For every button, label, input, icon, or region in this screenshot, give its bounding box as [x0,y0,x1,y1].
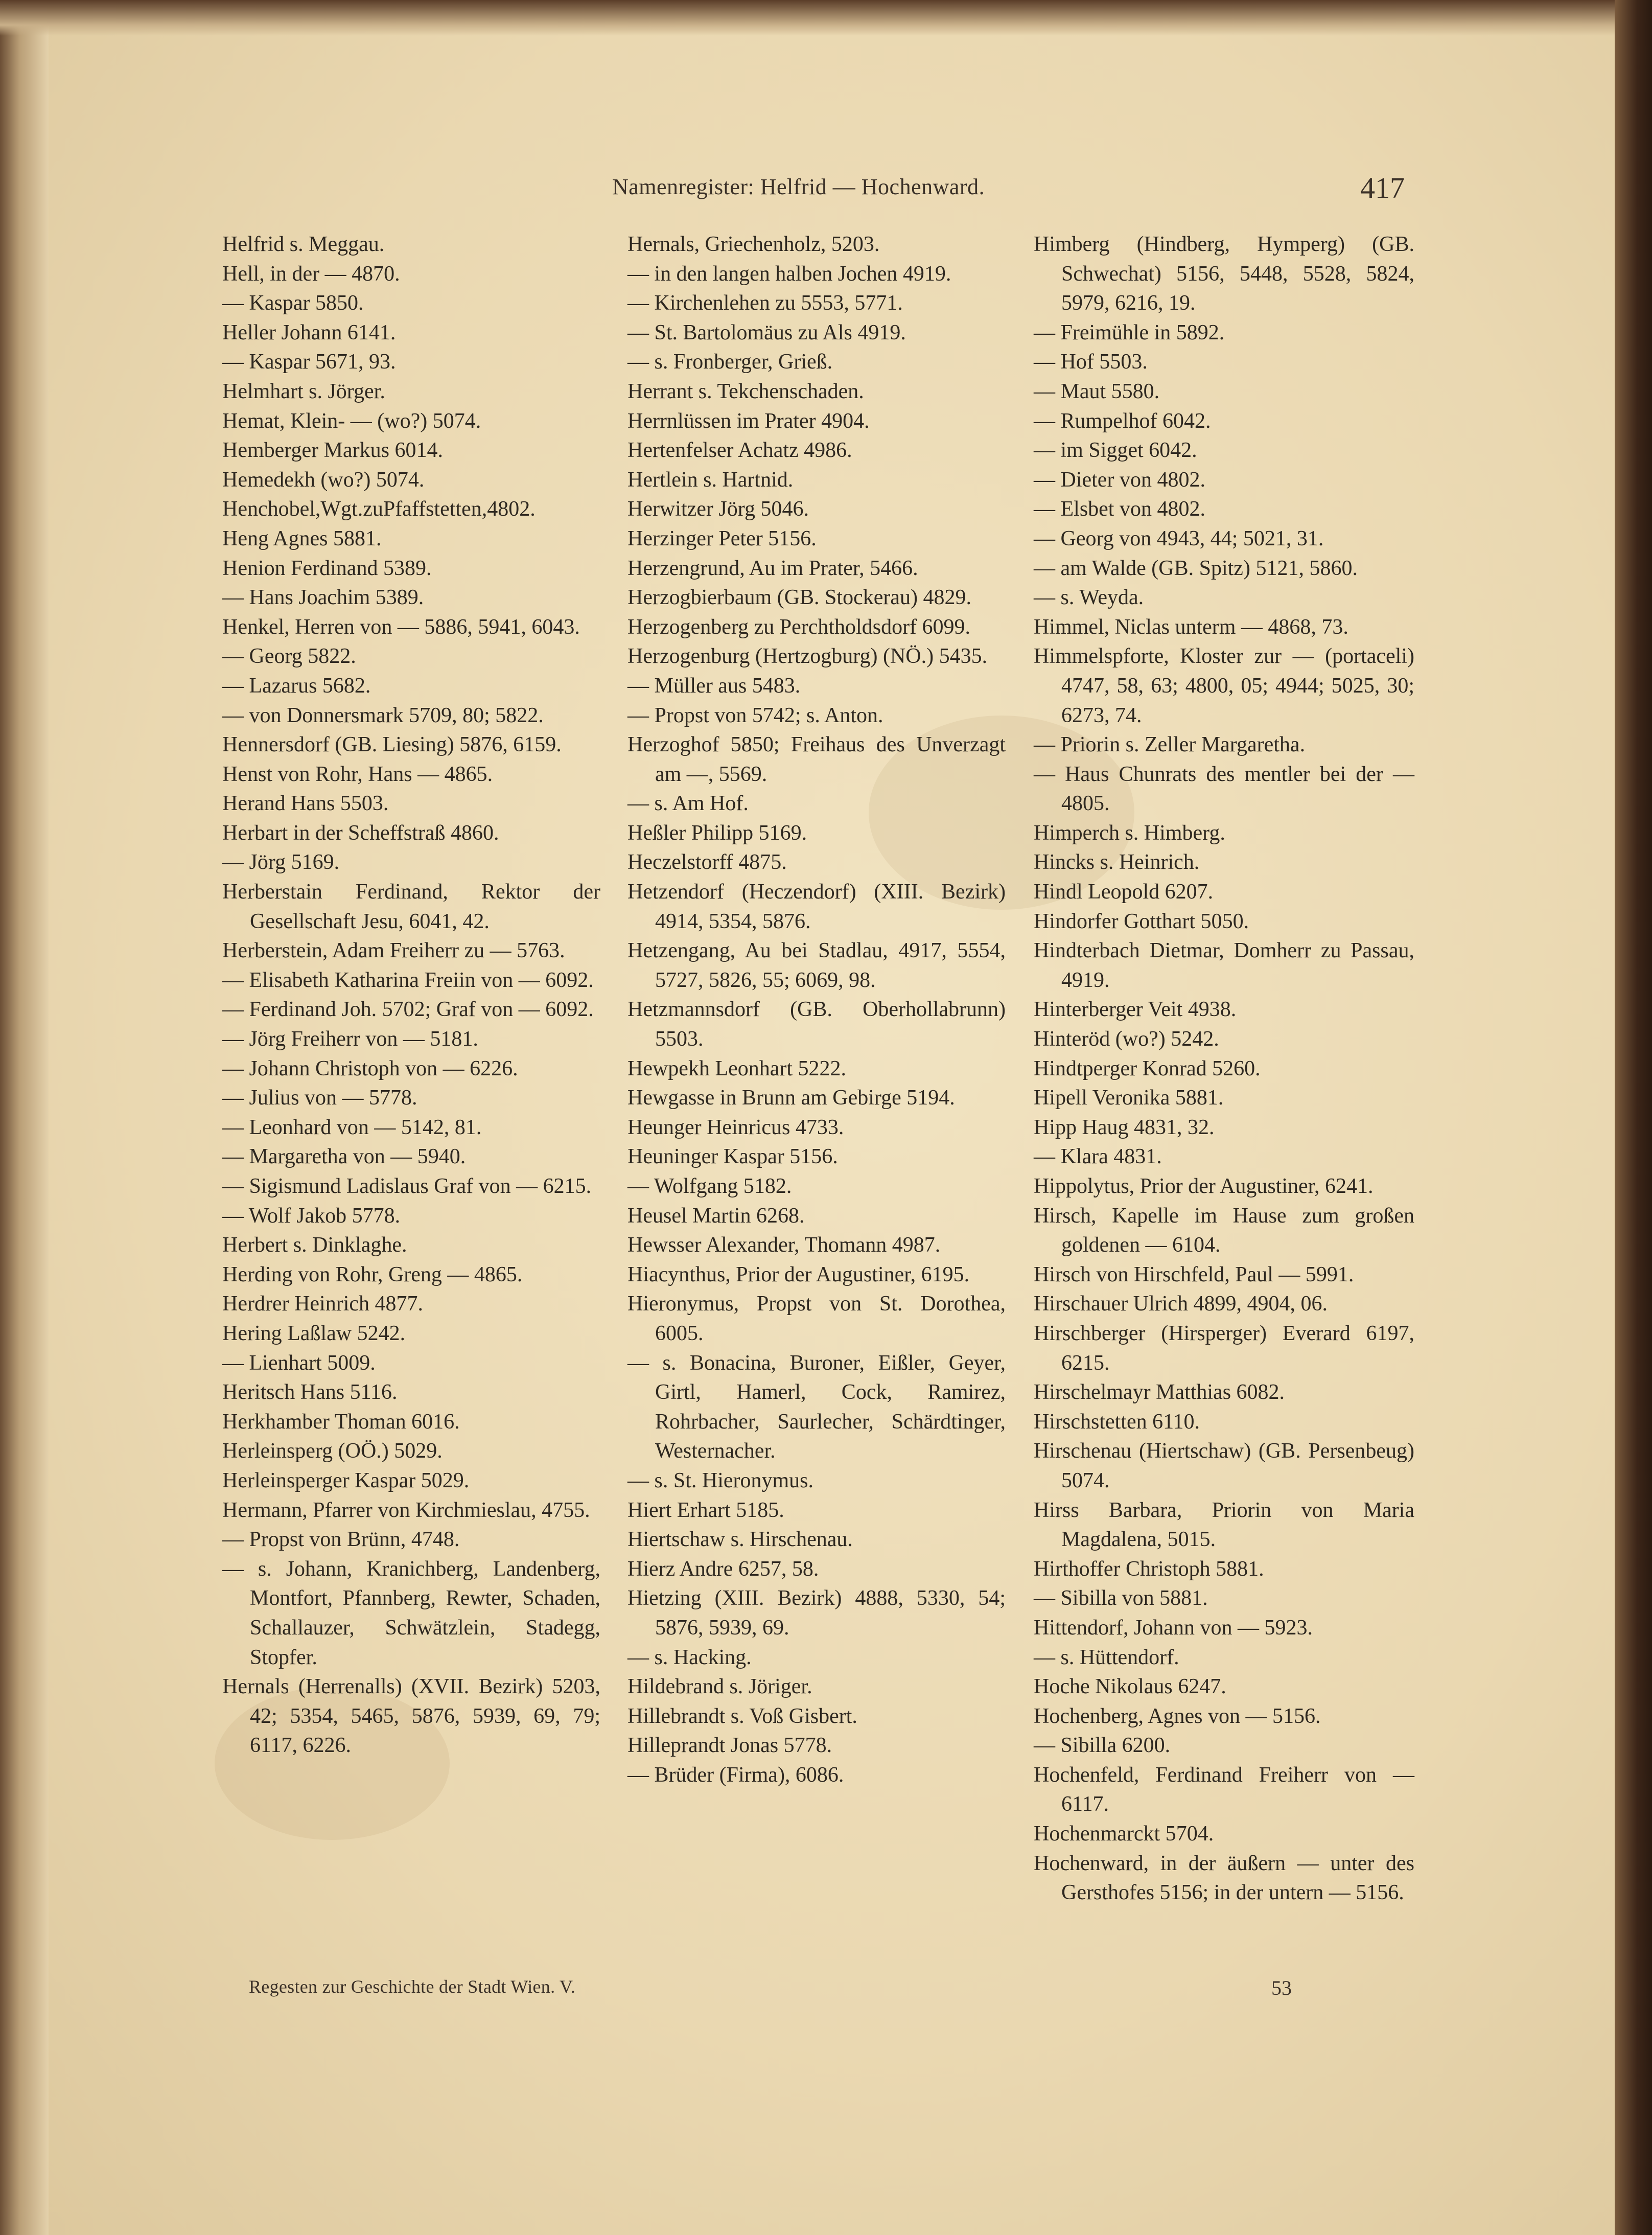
index-entry: Hirsch von Hirschfeld, Paul — 5991. [1034,1262,1354,1286]
index-entry: — Brüder (Firma), 6086. [627,1763,844,1787]
index-entry: Hewsser Alexander, Thomann 4987. [627,1233,941,1257]
index-entry: Herzengrund, Au im Prater, 5466. [627,556,918,580]
index-entry: Hertlein s. Hartnid. [627,468,794,492]
index-entry: — Georg von 4943, 44; 5021, 31. [1034,526,1324,550]
page-number: 417 [1360,171,1405,204]
index-entry: Heunger Heinricus 4733. [627,1115,844,1139]
index-entry: Hoche Nikolaus 6247. [1034,1675,1226,1699]
index-entry: Henst von Rohr, Hans — 4865. [222,762,493,786]
index-entry: — Margaretha von — 5940. [222,1145,466,1169]
index-entry: Hirschauer Ulrich 4899, 4904, 06. [1034,1292,1328,1316]
index-column-middle [627,230,1006,1790]
index-entry: Hiacynthus, Prior der Augustiner, 6195. [627,1262,970,1286]
index-entry: Hipell Veronika 5881. [1034,1086,1224,1110]
index-entry: — Dieter von 4802. [1034,468,1205,492]
index-entry: Hiert Erhart 5185. [627,1498,784,1522]
index-entry: Hinteröd (wo?) 5242. [1034,1027,1219,1051]
index-entry: Hetzmannsdorf (GB. Oberhollabrunn) 5503. [627,998,1006,1051]
index-entry: — von Donnersmark 5709, 80; 5822. [222,703,544,727]
index-entry: Hirschenau (Hiertschaw) (GB. Persenbeug) 5074. [1034,1439,1414,1492]
index-entry: Herberstein, Adam Freiherr zu — 5763. [222,939,565,963]
index-entry: — im Sigget 6042. [1034,439,1197,463]
index-entry: — Rumpelhof 6042. [1034,409,1211,433]
index-entry: Herzinger Peter 5156. [627,526,817,550]
index-entry: — Jörg Freiherr von — 5181. [222,1027,478,1051]
header-title: Namenregister: Helfrid — Hochenward. [612,174,985,199]
index-entry: Hermann, Pfarrer von Kirchmieslau, 4755. [222,1498,590,1522]
index-entry: — Haus Chunrats des mentler bei der — 4805. [1034,762,1414,816]
index-entry: Himmelspforte, Kloster zur — (portaceli) 4747, 58, 63; 4800, 05; 4944; 5025, 30; 6273, 74. [1034,644,1414,727]
index-entry: Hernals (Herrenalls) (XVII. Bezirk) 5203, 42; 5354, 5465, 5876, 5939, 69, 79; 6117, 6226. [222,1675,600,1758]
index-entry: Hirsch, Kapelle im Hause zum großen goldenen — 6104. [1034,1204,1414,1257]
index-entry: Hell, in der — 4870. [222,262,400,286]
index-entry: Hemedekh (wo?) 5074. [222,468,425,492]
index-entry: — in den langen halben Jochen 4919. [627,262,951,286]
index-entry: — am Walde (GB. Spitz) 5121, 5860. [1034,556,1358,580]
index-entry: — Sibilla 6200. [1034,1734,1171,1758]
index-entry: Herding von Rohr, Greng — 4865. [222,1262,523,1286]
index-entry: Hindl Leopold 6207. [1034,880,1214,904]
index-entry: Hering Laßlaw 5242. [222,1321,406,1345]
index-entry: Heczelstorff 4875. [627,850,787,874]
index-entry: Helfrid s. Meggau. [222,233,385,256]
index-entry: Herbert s. Dinklaghe. [222,1233,407,1257]
index-entry: — s. Am Hof. [627,792,749,816]
index-entry: Herrnlüssen im Prater 4904. [627,409,870,433]
index-entry: — St. Bartolomäus zu Als 4919. [627,320,906,344]
index-entry: Hochenfeld, Ferdinand Freiherr von — 6117. [1034,1763,1414,1816]
index-entry: Heller Johann 6141. [222,320,396,344]
index-entry: Hindorfer Gotthart 5050. [1034,909,1249,933]
index-entry: Hirthoffer Christoph 5881. [1034,1557,1264,1581]
index-entry: Henkel, Herren von — 5886, 5941, 6043. [222,615,580,639]
index-entry: Herdrer Heinrich 4877. [222,1292,424,1316]
index-entry: Heritsch Hans 5116. [222,1380,398,1404]
index-entry: Hennersdorf (GB. Liesing) 5876, 6159. [222,733,562,757]
index-entry: Herwitzer Jörg 5046. [627,497,809,521]
index-entry: — Kaspar 5850. [222,291,364,315]
index-entry: — Ferdinand Joh. 5702; Graf von — 6092. [222,998,594,1022]
index-entry: Herkhamber Thoman 6016. [222,1410,460,1434]
index-entry: — s. Fronberger, Grieß. [627,350,833,374]
book-edge [1615,0,1652,2235]
index-entry: Hillebrandt s. Voß Gisbert. [627,1704,857,1728]
index-entry: — s. St. Hieronymus. [627,1468,814,1492]
index-entry: — Sigismund Ladislaus Graf von — 6215. [222,1174,592,1198]
index-entry: Hittendorf, Johann von — 5923. [1034,1616,1313,1640]
index-entry: — Propst von 5742; s. Anton. [627,703,883,727]
book-binding [0,0,49,2235]
index-entry: Herberstain Ferdinand, Rektor der Gesellschaft Jesu, 6041, 42. [222,880,600,933]
index-entry: — Freimühle in 5892. [1034,320,1225,344]
index-entry: — Propst von Brünn, 4748. [222,1528,460,1552]
index-entry: Hirschelmayr Matthias 6082. [1034,1380,1285,1404]
index-entry: Hilleprandt Jonas 5778. [627,1734,832,1758]
index-entry: — Hof 5503. [1034,350,1148,374]
index-column-right [1034,230,1414,1908]
index-entry: Hinterberger Veit 4938. [1034,998,1237,1022]
index-entry: Hincks s. Heinrich. [1034,850,1200,874]
index-entry: Heuninger Kaspar 5156. [627,1145,838,1169]
index-entry: Herbart in der Scheffstraß 4860. [222,821,499,845]
index-entry: — Klara 4831. [1034,1145,1162,1169]
running-header [0,171,1615,215]
index-entry: — s. Weyda. [1034,586,1144,610]
index-entry: Herleinsperg (OÖ.) 5029. [222,1439,443,1463]
index-entry: — Lienhart 5009. [222,1351,376,1375]
index-entry: — Elsbet von 4802. [1034,497,1205,521]
index-entry: Hernals, Griechenholz, 5203. [627,233,880,256]
index-entry: — Julius von — 5778. [222,1086,417,1110]
index-entry: Himperch s. Himberg. [1034,821,1225,845]
index-entry: Hieronymus, Propst von St. Dorothea, 6005. [627,1292,1006,1345]
index-entry: — Johann Christoph von — 6226. [222,1056,518,1080]
index-entry: Hietzing (XIII. Bezirk) 4888, 5330, 54; 5876, 5939, 69. [627,1586,1006,1640]
index-entry: Hierz Andre 6257, 58. [627,1557,819,1581]
index-entry: Hochenberg, Agnes von — 5156. [1034,1704,1321,1728]
index-entry: Hochenmarckt 5704. [1034,1822,1214,1846]
index-entry: Hetzendorf (Heczendorf) (XIII. Bezirk) 4914, 5354, 5876. [627,880,1006,933]
index-entry: Hewgasse in Brunn am Gebirge 5194. [627,1086,955,1110]
index-entry: — Priorin s. Zeller Margaretha. [1034,733,1306,757]
index-entry: — s. Johann, Kranichberg, Landenberg, Montfort, Pfannberg, Rewter, Schaden, Schallauzer, Schwätzlein, Stadegg, Stopfer. [222,1557,600,1669]
index-entry: Henion Ferdinand 5389. [222,556,432,580]
index-entry: Heusel Martin 6268. [627,1204,805,1228]
index-entry: Hewpekh Leonhart 5222. [627,1056,847,1080]
page-top-shadow [0,0,1615,36]
index-entry: Herand Hans 5503. [222,792,389,816]
index-entry: — Kirchenlehen zu 5553, 5771. [627,291,903,315]
index-entry: Hindterbach Dietmar, Domherr zu Passau, 4919. [1034,939,1414,992]
index-entry: — Müller aus 5483. [627,674,801,698]
index-entry: — Wolf Jakob 5778. [222,1204,401,1228]
index-entry: — Lazarus 5682. [222,674,371,698]
index-entry: Henchobel,Wgt.zuPfaffstetten,4802. [222,497,536,521]
index-entry: Hemat, Klein- — (wo?) 5074. [222,409,481,433]
index-entry: — Kaspar 5671, 93. [222,350,396,374]
index-entry: — Wolfgang 5182. [627,1174,792,1198]
index-entry: — Sibilla von 5881. [1034,1586,1208,1610]
index-entry: — Elisabeth Katharina Freiin von — 6092. [222,968,594,992]
index-entry: — s. Hüttendorf. [1034,1645,1179,1669]
index-entry: — Hans Joachim 5389. [222,586,424,610]
index-entry: Hipp Haug 4831, 32. [1034,1115,1215,1139]
index-entry: Heßler Philipp 5169. [627,821,807,845]
index-entry: Heng Agnes 5881. [222,526,382,550]
index-entry: — Maut 5580. [1034,379,1160,403]
index-entry: — s. Hacking. [627,1645,752,1669]
index-entry: Hirss Barbara, Priorin von Maria Magdalena, 5015. [1034,1498,1414,1552]
index-entry: Herzoghof 5850; Freihaus des Unverzagt am —, 5569. [627,733,1006,786]
index-entry: — Jörg 5169. [222,850,340,874]
index-entry: Hirschberger (Hirsperger) Everard 6197, 6215. [1034,1321,1414,1375]
index-entry: — Leonhard von — 5142, 81. [222,1115,482,1139]
footer-source: Regesten zur Geschichte der Stadt Wien. V. [249,1976,575,1997]
index-entry: Hochenward, in der äußern — unter des Gersthofes 5156; in der untern — 5156. [1034,1851,1414,1905]
index-entry: Hindtperger Konrad 5260. [1034,1056,1261,1080]
index-entry: Hirschstetten 6110. [1034,1410,1200,1434]
index-entry: Hiertschaw s. Hirschenau. [627,1528,853,1552]
index-entry: Herleinsperger Kaspar 5029. [222,1468,470,1492]
index-column-left [222,230,600,1761]
index-entry: Herrant s. Tekchenschaden. [627,379,864,403]
index-entry: Himmel, Niclas unterm — 4868, 73. [1034,615,1348,639]
index-entry: Himberg (Hindberg, Hymperg) (GB. Schwechat) 5156, 5448, 5528, 5824, 5979, 6216, 19. [1034,233,1414,315]
index-entry: — s. Bonacina, Buroner, Eißler, Geyer, Girtl, Hamerl, Cock, Ramirez, Rohrbacher, Saurlecher, Schärdtinger, Westernacher. [627,1351,1006,1463]
index-entry: Hemberger Markus 6014. [222,439,443,463]
index-entry: Hildebrand s. Jöriger. [627,1675,812,1699]
signature-mark: 53 [1271,1976,1292,1999]
index-entry: Helmhart s. Jörger. [222,379,385,403]
index-entry: — Georg 5822. [222,644,356,669]
index-entry: Hetzengang, Au bei Stadlau, 4917, 5554, 5727, 5826, 55; 6069, 98. [627,939,1006,992]
index-entry: Herzogenberg zu Perchtholdsdorf 6099. [627,615,971,639]
index-entry: Hertenfelser Achatz 4986. [627,439,852,463]
index-entry: Hippolytus, Prior der Augustiner, 6241. [1034,1174,1374,1198]
index-entry: Herzogbierbaum (GB. Stockerau) 4829. [627,586,971,610]
index-entry: Herzogenburg (Hertzogburg) (NÖ.) 5435. [627,644,988,669]
